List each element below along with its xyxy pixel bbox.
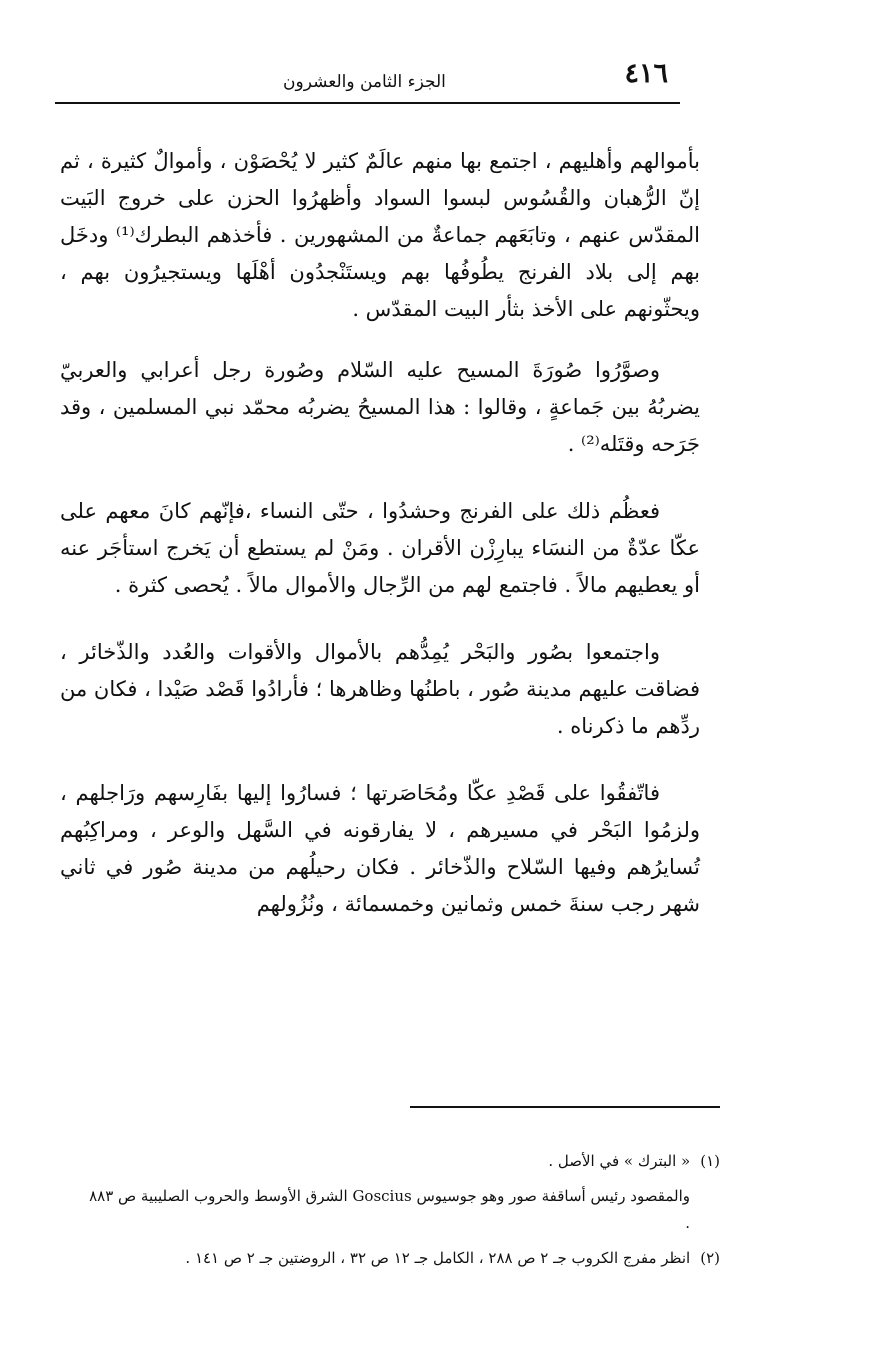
running-title: الجزء الثامن والعشرون (283, 72, 446, 92)
paragraph-4: واجتمعوا بصُور والبَحْر يُمِدُّهم بالأموال والأقوات والعُدد والذّخائر ، فضاقت عليهم مدينة صُور ، باطنُها وظاهرها ؛ فأرادُوا قَصْد صَيْدا ، فكان من ردِّهم ما ذكرناه . (60, 640, 700, 738)
footnote-1-text: « البترك » في الأصل . (548, 1152, 691, 1170)
paragraph-3: فعظُم ذلك على الفرنج وحشدُوا ، حتّى النساء ،فإنّهم كانَ معهم على عكّا عدّةٌ من النسَاء يبارِزْن الأقران . ومَنْ لم يستطع أن يَخرج استأجَر عنه أو يعطيهم مالاً . فاجتمع لهم من الرِّجال والأموال مالاً . يُحصى كثرة . (60, 499, 700, 597)
main-text (60, 143, 700, 923)
page-number: ٤١٦ (624, 58, 668, 89)
header-rule (55, 102, 680, 104)
footnotes (80, 1148, 720, 1280)
footnote-2 (80, 1245, 720, 1272)
page-header (55, 58, 680, 104)
paragraph-1: بأموالهم وأهليهم ، اجتمع بها منهم عالَمٌ كثير لا يُحْصَوْن ، وأموالٌ كثيرة ، ثم إنّ الرُّهبان والقُسُوس لبسوا السواد وأظهرُوا الحزن على خروج البَيت المقدّس عنهم ، وتابَعَهم جماعةٌ من المشهورين . فأخذهم البطرك⁽¹⁾ ودخَل بهم إلى بلاد الفرنج يطُوفُها بهم ويستَنْجدُون أهْلَها ويستجيرُون بهم ، ويحثّونهم على الأخذ بثأر البيت المقدّس . (60, 149, 700, 321)
paragraph-2: وصوَّرُوا صُورَةَ المسيح عليه السّلام وصُورة رجل أعرابي والعربيّ يضربُهُ بين جَماعةٍ ، وقالوا : هذا المسيحُ يضربُه محمّد نبي المسلمين ، وقد جَرَحه وقتَله⁽²⁾ . (60, 358, 700, 456)
footnote-rule (410, 1106, 720, 1108)
paragraph-5: فاتّفقُوا على قَصْدِ عكّا ومُحَاصَرتها ؛ فسارُوا إليها بفَارِسهم ورَاجلهم ، ولزمُوا البَحْر في مسيرهم ، لا يفارقونه في السَّهل والوعر ، ومراكِبُهم تُسايرُهم وفيها السّلاح والذّخائر . فكان رحيلُهم من مدينة صُور في ثاني شهر رجب سنةَ خمس وثمانين وخمسمائة ، ونُزُولهم (60, 781, 700, 916)
footnote-2-number: (٢) (700, 1249, 720, 1267)
footnote-1-continuation: والمقصود رئيس أساقفة صور وهو جوسيوس Goscius الشرق الأوسط والحروب الصليبية ص ٨٨٣ . (89, 1187, 690, 1232)
footnote-2-text: انظر مفرج الكروب جـ ٢ ص ٢٨٨ ، الكامل جـ ١٢ ص ٣٢ ، الروضتين جـ ٢ ص ١٤١ . (185, 1249, 691, 1267)
footnote-1-number: (١) (700, 1152, 720, 1170)
footnote-1 (80, 1148, 720, 1175)
